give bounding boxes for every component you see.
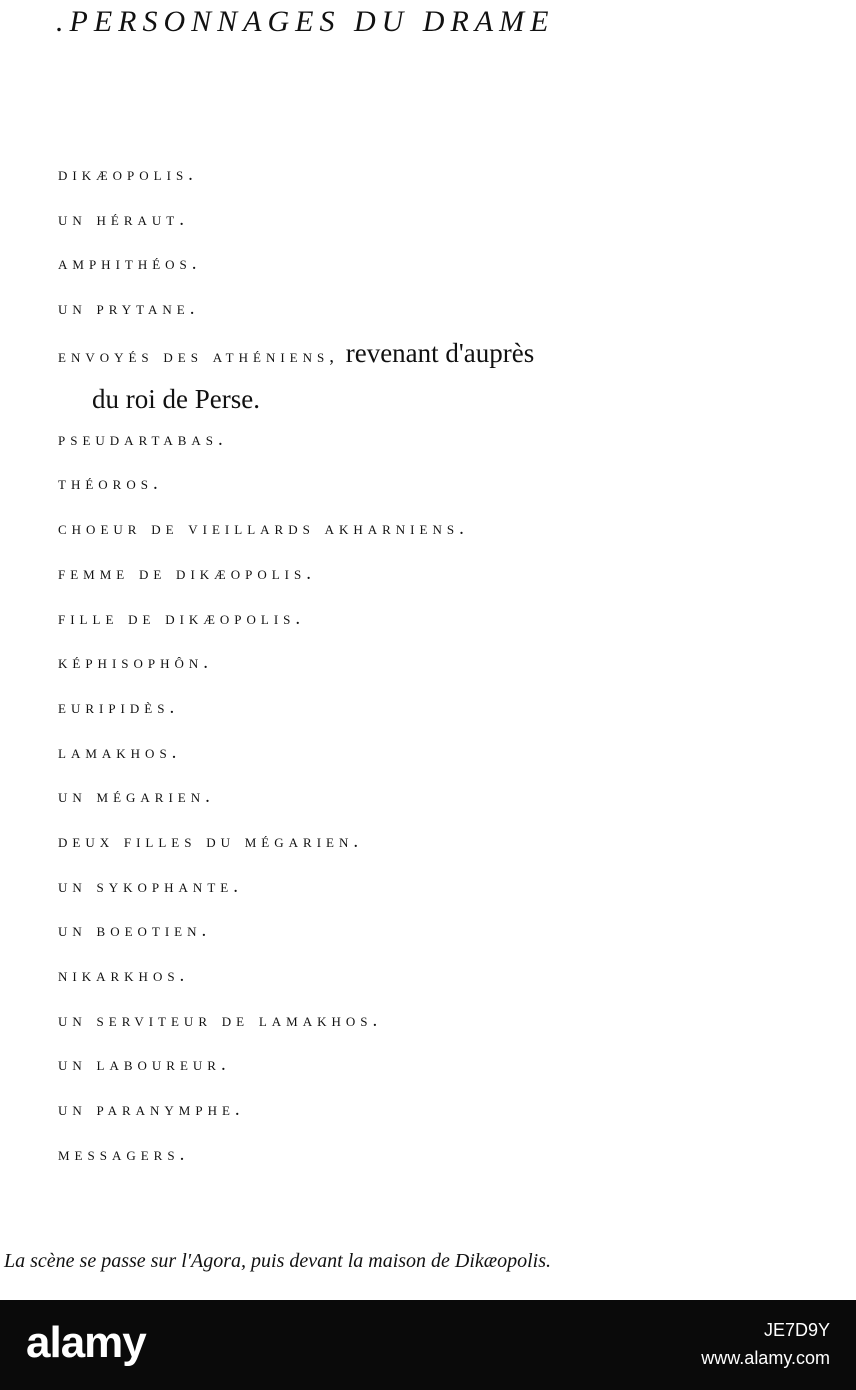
cast-name: un prytane. [58, 298, 200, 320]
cast-name: messagers. [58, 1143, 190, 1165]
cast-name: lamakhos. [58, 741, 182, 763]
cast-name: un paranymphe. [58, 1099, 245, 1121]
cast-item [58, 1088, 856, 1133]
watermark-banner [0, 1300, 856, 1390]
cast-name: un laboureur. [58, 1054, 231, 1076]
page-title: .PERSONNAGES DU DRAME [56, 5, 555, 38]
cast-name: choeur de vieillards akharniens. [58, 518, 469, 540]
watermark-url: www.alamy.com [701, 1348, 830, 1368]
cast-name: dikæopolis. [58, 164, 198, 185]
cast-item [58, 153, 856, 198]
cast-name: un mégarien. [58, 786, 215, 808]
watermark-logo: alamy [26, 1318, 146, 1367]
cast-name: képhisophôn. [58, 652, 214, 674]
cast-name: envoyés des athéniens, [58, 345, 339, 367]
watermark-image-id: JE7D9Y [763, 1320, 830, 1340]
cast-item [58, 552, 856, 597]
cast-name: théoros. [58, 473, 163, 495]
cast-note: revenant d'auprès [338, 337, 535, 368]
cast-item [58, 820, 856, 865]
cast-name: euripidès. [58, 696, 180, 718]
cast-item [58, 865, 856, 910]
cast-name: nikarkhos. [58, 965, 190, 986]
cast-item [58, 686, 856, 731]
cast-name: deux filles du mégarien. [58, 830, 364, 852]
cast-name: amphithéos. [58, 253, 202, 275]
cast-name: un serviteur de lamakhos. [58, 1009, 383, 1031]
cast-item [58, 999, 856, 1044]
cast-item [58, 641, 856, 686]
cast-item [58, 242, 856, 287]
cast-name: un boeotien. [58, 920, 212, 942]
cast-name: un héraut. [58, 208, 189, 230]
cast-item [58, 462, 856, 507]
cast-item [58, 909, 856, 954]
cast-item [58, 287, 856, 332]
cast-name: femme de dikæopolis. [58, 562, 316, 584]
cast-item [58, 1133, 856, 1178]
scene-note: La scène se passe sur l'Agora, puis devant la maison de Dikæopolis. [4, 1250, 552, 1272]
cast-item [58, 1043, 856, 1088]
cast-list [58, 153, 856, 1177]
cast-item [58, 198, 856, 243]
cast-item [58, 507, 856, 552]
cast-note-continued: du roi de Perse. [92, 383, 260, 414]
cast-item [58, 775, 856, 820]
cast-item [58, 954, 856, 999]
cast-item [58, 332, 856, 418]
cast-name: pseudartabas. [58, 428, 228, 450]
cast-item [58, 418, 856, 463]
cast-name: fille de dikæopolis. [58, 607, 306, 629]
cast-item [58, 597, 856, 642]
cast-item [58, 731, 856, 776]
cast-name: un sykophante. [58, 875, 243, 897]
